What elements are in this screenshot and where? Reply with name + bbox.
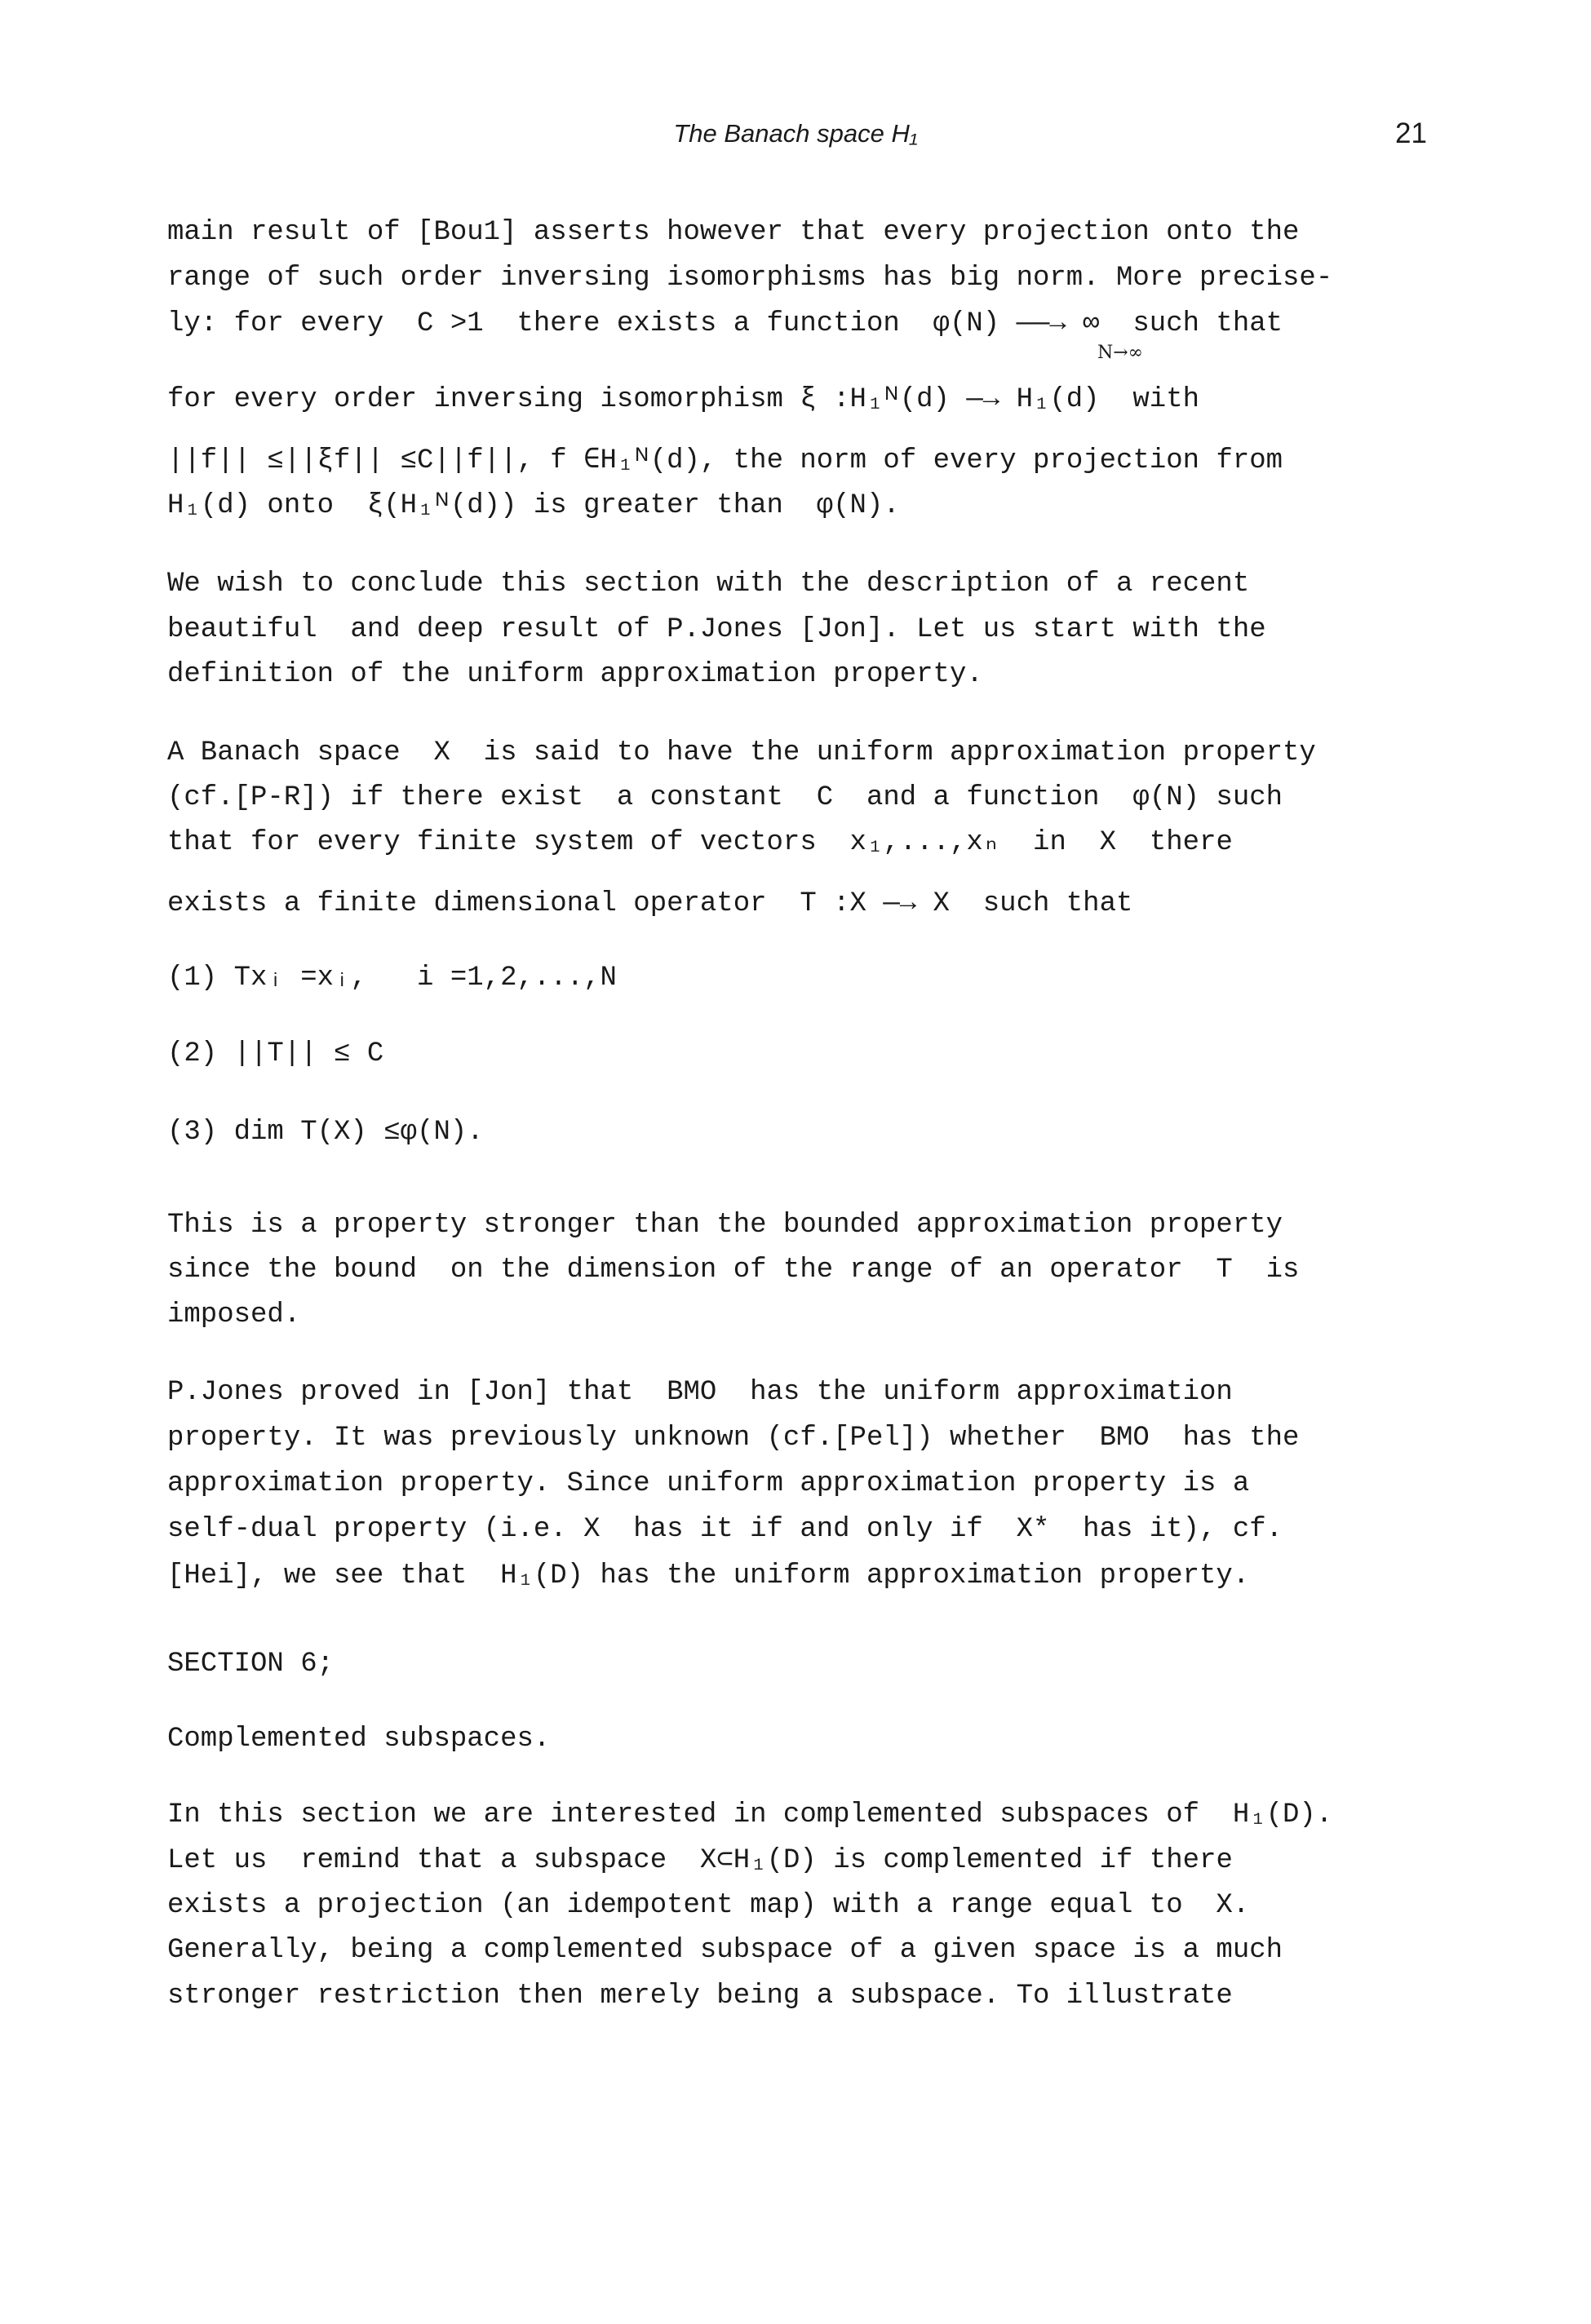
section-subtitle: Complemented subspaces. (167, 1724, 551, 1755)
text-line: property. It was previously unknown (cf.[Pel]) whether BMO has the (167, 1423, 1300, 1454)
running-header: The Banach space H₁ (673, 119, 918, 148)
text-line: imposed. (167, 1299, 301, 1330)
text-line: self-dual property (i.e. X has it if and only if X* has it), cf. (167, 1514, 1283, 1545)
text-line: Generally, being a complemented subspace of a given space is a much (167, 1935, 1283, 1966)
text-line: main result of [Bou1] asserts however that every projection onto the (167, 217, 1300, 248)
text-line: This is a property stronger than the bounded approximation property (167, 1210, 1283, 1241)
text-line: since the bound on the dimension of the range of an operator T is (167, 1255, 1300, 1286)
text-line: P.Jones proved in [Jon] that BMO has the uniform approximation (167, 1377, 1233, 1408)
text-line: that for every finite system of vectors x₁,...,xₙ in X there (167, 827, 1233, 858)
text-line: (cf.[P-R]) if there exist a constant C and a function φ(N) such (167, 782, 1283, 813)
text-line: Let us remind that a subspace X⊂H₁(D) is complemented if there (167, 1845, 1233, 1876)
text-line: ||f|| ≤||ξf|| ≤C||f||, f ∈H₁ᴺ(d), the norm of every projection from (167, 445, 1283, 476)
text-line: [Hei], we see that H₁(D) has the uniform approximation property. (167, 1560, 1250, 1591)
condition-1: (1) Txᵢ =xᵢ, i =1,2,...,N (167, 963, 617, 994)
text-line: We wish to conclude this section with the description of a recent (167, 569, 1250, 600)
text-line: ly: for every C >1 there exists a function φ(N) ——→ ∞ such that (167, 308, 1283, 339)
page-number: 21 (1395, 117, 1427, 149)
limit-subscript: N→∞ (1097, 343, 1144, 363)
text-line: exists a projection (an idempotent map) with a range equal to X. (167, 1890, 1250, 1921)
text-line: H₁(d) onto ξ(H₁ᴺ(d)) is greater than φ(N). (167, 490, 900, 521)
text-line: definition of the uniform approximation property. (167, 659, 983, 690)
text-line: exists a finite dimensional operator T :X —→ X such that (167, 888, 1133, 919)
condition-2: (2) ||T|| ≤ C (167, 1038, 384, 1069)
text-line: approximation property. Since uniform approximation property is a (167, 1468, 1250, 1499)
text-line: for every order inversing isomorphism ξ :H₁ᴺ(d) —→ H₁(d) with (167, 384, 1200, 415)
text-line: A Banach space X is said to have the uniform approximation property (167, 737, 1316, 768)
section-heading: SECTION 6; (167, 1649, 335, 1680)
text-line: beautiful and deep result of P.Jones [Jon]. Let us start with the (167, 614, 1266, 645)
condition-3: (3) dim T(X) ≤φ(N). (167, 1117, 484, 1148)
text-line: stronger restriction then merely being a subspace. To illustrate (167, 1981, 1233, 2012)
text-line: range of such order inversing isomorphisms has big norm. More precise- (167, 263, 1333, 294)
text-line: In this section we are interested in complemented subspaces of H₁(D). (167, 1799, 1333, 1830)
